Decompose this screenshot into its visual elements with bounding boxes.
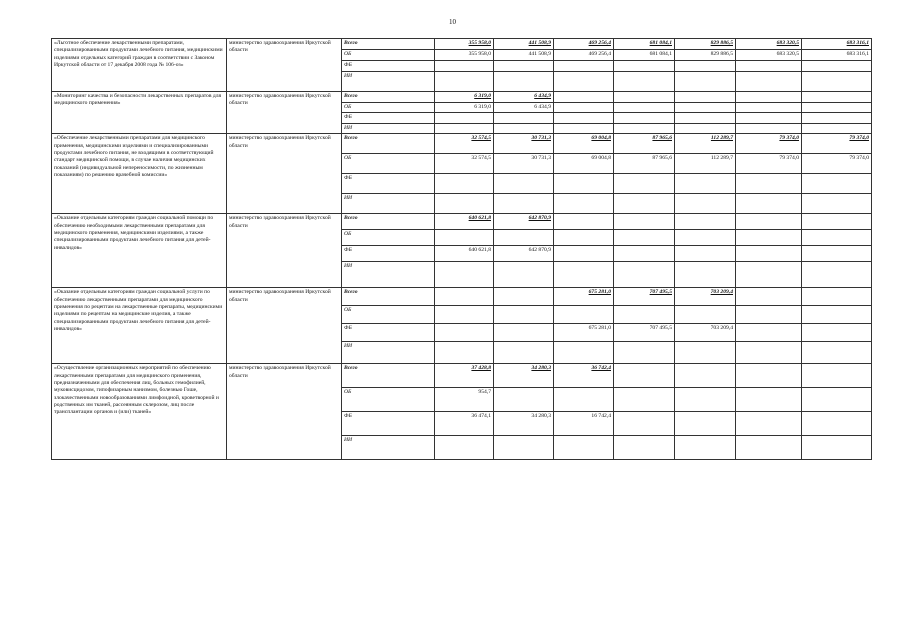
funding-value	[435, 342, 494, 364]
funding-value: 87 965,6	[614, 154, 675, 174]
funding-value: 37 428,8	[435, 364, 494, 388]
funding-value	[675, 412, 736, 436]
funding-value	[435, 288, 494, 306]
funding-value	[614, 72, 675, 92]
funding-source: ИИ	[342, 342, 435, 364]
measure-name: «Оказание отдельным категориям граждан социальной помощи по обеспечению необходимыми лекарственными препаратами для медицинского применения, медицинскими изделиями, а также специализированными продуктами лечебного питания для детей-инвалидов»	[52, 214, 227, 288]
funding-value: 112 289,7	[675, 134, 736, 154]
funding-value: 707 495,5	[614, 288, 675, 306]
funding-value	[494, 113, 554, 123]
funding-source: ИИ	[342, 262, 435, 288]
funding-value: 69 004,8	[554, 134, 614, 154]
funding-value	[675, 306, 736, 324]
funding-value: 34 280,3	[494, 364, 554, 388]
funding-value	[736, 123, 802, 133]
page-number: 10	[449, 18, 456, 26]
funding-value	[554, 123, 614, 133]
funding-source: ИИ	[342, 436, 435, 460]
funding-value	[802, 214, 872, 230]
funding-value	[736, 342, 802, 364]
funding-value	[435, 72, 494, 92]
funding-value	[614, 246, 675, 262]
funding-value: 681 084,1	[614, 39, 675, 50]
funding-value: 707 495,5	[614, 324, 675, 342]
funding-source: ОБ	[342, 230, 435, 246]
funding-value: 32 574,5	[435, 134, 494, 154]
measure-name: «Льготное обеспечение лекарственными препаратами, специализированными продуктами лечебного питания, медицинскими изделиями отдельных категорий граждан в соответствии с Законом Иркутской области от 17 декабря 2008 года № 106-оз»	[52, 39, 227, 92]
funding-value	[554, 306, 614, 324]
measure-name: «Осуществление организационных мероприятий по обеспечению лекарственными препаратами для медицинского применения, предназначенными для обеспечения лиц, больных гемофилией, муковисцидозом, гипофизарным нанизмом, болезнью Гоше, злокачественными новообразованиями лимфоидной, кроветворной и родственных им тканей, рассеянным склерозом, лиц после трансплантации органов и (или) тканей»	[52, 364, 227, 460]
measure-name: «Обеспечение лекарственными препаратами для медицинского применения, медицинскими изделиями и специализированными продуктами лечебного питания, не входящими в соответствующий стандарт медицинской помощи, в случае наличия медицинских показаний (индивидуальной непереносимости, по жизненным показаниям) по решению врачебной комиссии»	[52, 134, 227, 214]
funding-value	[675, 72, 736, 92]
funding-value	[802, 324, 872, 342]
funding-value	[435, 174, 494, 194]
table-row	[52, 39, 872, 50]
funding-value	[435, 262, 494, 288]
funding-value	[435, 306, 494, 324]
funding-value	[494, 324, 554, 342]
funding-source: Всего	[342, 39, 435, 50]
executor-name: министерство здравоохранения Иркутской области	[227, 214, 342, 288]
funding-value	[494, 388, 554, 412]
funding-value	[675, 103, 736, 113]
funding-value: 6 434,9	[494, 92, 554, 103]
funding-value	[614, 123, 675, 133]
funding-value	[736, 388, 802, 412]
funding-value	[736, 246, 802, 262]
funding-table	[51, 38, 872, 460]
funding-value: 32 574,5	[435, 154, 494, 174]
funding-source: Всего	[342, 364, 435, 388]
funding-value	[614, 194, 675, 214]
funding-value	[802, 388, 872, 412]
funding-value: 703 209,4	[675, 288, 736, 306]
executor-name: министерство здравоохранения Иркутской области	[227, 364, 342, 460]
funding-value: 703 209,4	[675, 324, 736, 342]
funding-value	[435, 436, 494, 460]
funding-value: 469 256,4	[554, 50, 614, 61]
funding-value: 69 004,8	[554, 154, 614, 174]
funding-value	[736, 174, 802, 194]
funding-value	[494, 61, 554, 72]
funding-value	[736, 214, 802, 230]
executor-name: министерство здравоохранения Иркутской области	[227, 39, 342, 92]
executor-name: министерство здравоохранения Иркутской области	[227, 288, 342, 364]
funding-value	[802, 72, 872, 92]
funding-value	[554, 72, 614, 92]
funding-value	[802, 288, 872, 306]
funding-value	[802, 262, 872, 288]
funding-value: 36 742,4	[554, 364, 614, 388]
funding-value	[614, 342, 675, 364]
funding-value	[736, 194, 802, 214]
funding-value	[554, 246, 614, 262]
funding-value	[435, 61, 494, 72]
funding-value: 640 621,8	[435, 214, 494, 230]
funding-value	[554, 103, 614, 113]
funding-value	[554, 214, 614, 230]
funding-value: 34 280,3	[494, 412, 554, 436]
funding-source: Всего	[342, 288, 435, 306]
funding-value	[675, 246, 736, 262]
funding-value	[614, 103, 675, 113]
funding-source: ОБ	[342, 50, 435, 61]
funding-value	[675, 436, 736, 460]
funding-value	[494, 342, 554, 364]
funding-value	[675, 113, 736, 123]
funding-value	[802, 174, 872, 194]
funding-value	[435, 123, 494, 133]
funding-value	[435, 230, 494, 246]
funding-value	[802, 412, 872, 436]
funding-value: 36 474,1	[435, 412, 494, 436]
funding-value	[675, 61, 736, 72]
funding-value	[675, 364, 736, 388]
funding-source: ФБ	[342, 113, 435, 123]
funding-value: 441 508,9	[494, 50, 554, 61]
table-row	[52, 92, 872, 103]
funding-value: 112 289,7	[675, 154, 736, 174]
funding-source: ФБ	[342, 61, 435, 72]
funding-value	[554, 262, 614, 288]
measure-name: «Мониторинг качества и безопасности лекарственных препаратов для медицинского применения»	[52, 92, 227, 134]
funding-value	[554, 388, 614, 412]
funding-value	[614, 306, 675, 324]
funding-value	[675, 92, 736, 103]
funding-source: Всего	[342, 92, 435, 103]
funding-source: ИИ	[342, 72, 435, 92]
funding-value	[802, 306, 872, 324]
funding-value: 642 870,9	[494, 214, 554, 230]
table-row	[52, 134, 872, 154]
funding-value	[675, 230, 736, 246]
funding-value	[675, 194, 736, 214]
funding-value: 355 958,0	[435, 39, 494, 50]
funding-value: 829 886,5	[675, 50, 736, 61]
funding-value	[554, 436, 614, 460]
funding-source: ФБ	[342, 324, 435, 342]
funding-value	[554, 61, 614, 72]
funding-value	[802, 92, 872, 103]
funding-value	[614, 113, 675, 123]
funding-value: 640 621,8	[435, 246, 494, 262]
funding-value	[802, 342, 872, 364]
funding-value	[614, 412, 675, 436]
funding-value	[675, 262, 736, 288]
funding-value	[736, 113, 802, 123]
funding-value: 87 965,6	[614, 134, 675, 154]
funding-value: 79 374,0	[736, 134, 802, 154]
funding-source: ОБ	[342, 154, 435, 174]
funding-source: Всего	[342, 134, 435, 154]
funding-value: 683 320,5	[736, 39, 802, 50]
funding-source: ИИ	[342, 123, 435, 133]
funding-value	[494, 306, 554, 324]
funding-value	[614, 174, 675, 194]
funding-value: 683 320,5	[736, 50, 802, 61]
funding-value	[675, 174, 736, 194]
executor-name: министерство здравоохранения Иркутской области	[227, 92, 342, 134]
funding-value	[736, 288, 802, 306]
funding-value	[614, 214, 675, 230]
funding-value	[736, 412, 802, 436]
funding-value	[675, 214, 736, 230]
funding-source: ОБ	[342, 388, 435, 412]
funding-value	[494, 174, 554, 194]
funding-value	[494, 230, 554, 246]
funding-value: 6 434,9	[494, 103, 554, 113]
funding-source: ФБ	[342, 412, 435, 436]
funding-value: 681 084,1	[614, 50, 675, 61]
funding-value	[614, 230, 675, 246]
funding-value	[736, 262, 802, 288]
funding-value	[675, 123, 736, 133]
funding-source: ФБ	[342, 174, 435, 194]
funding-value: 675 281,0	[554, 288, 614, 306]
funding-value: 79 374,0	[802, 134, 872, 154]
funding-value	[554, 113, 614, 123]
funding-value	[736, 92, 802, 103]
funding-value	[554, 194, 614, 214]
funding-value	[675, 388, 736, 412]
funding-value: 954,7	[435, 388, 494, 412]
funding-value: 675 281,0	[554, 324, 614, 342]
funding-value	[494, 194, 554, 214]
funding-value	[736, 61, 802, 72]
funding-value	[802, 113, 872, 123]
funding-value: 469 256,4	[554, 39, 614, 50]
funding-value	[494, 262, 554, 288]
funding-value	[614, 364, 675, 388]
funding-value	[736, 324, 802, 342]
funding-value	[435, 324, 494, 342]
funding-value	[675, 342, 736, 364]
table-row	[52, 288, 872, 306]
funding-value	[802, 61, 872, 72]
funding-value: 79 374,0	[736, 154, 802, 174]
funding-value	[435, 194, 494, 214]
funding-value	[614, 61, 675, 72]
funding-value: 441 508,9	[494, 39, 554, 50]
funding-value	[736, 436, 802, 460]
funding-value	[736, 103, 802, 113]
funding-value: 6 319,0	[435, 103, 494, 113]
funding-value	[736, 72, 802, 92]
funding-value	[554, 92, 614, 103]
funding-value	[802, 436, 872, 460]
funding-value	[614, 262, 675, 288]
funding-value: 79 374,0	[802, 154, 872, 174]
funding-value	[614, 388, 675, 412]
funding-value	[736, 306, 802, 324]
funding-value: 829 886,5	[675, 39, 736, 50]
funding-value	[802, 246, 872, 262]
funding-value: 683 316,1	[802, 50, 872, 61]
funding-source: ФБ	[342, 246, 435, 262]
table-row	[52, 364, 872, 388]
funding-value	[494, 288, 554, 306]
funding-value	[494, 123, 554, 133]
funding-value: 6 319,0	[435, 92, 494, 103]
table-row	[52, 214, 872, 230]
funding-value: 642 870,9	[494, 246, 554, 262]
funding-value	[802, 364, 872, 388]
measure-name: «Оказание отдельным категориям граждан социальной услуги по обеспечению лекарственными препаратами для медицинского применения по рецептам на лекарственные препараты, медицинскими изделиями по рецептам на медицинские изделия, а также специализированными продуктами лечебного питания для детей-инвалидов»	[52, 288, 227, 364]
funding-value: 30 731,3	[494, 134, 554, 154]
funding-source: Всего	[342, 214, 435, 230]
funding-value	[736, 364, 802, 388]
funding-value	[494, 72, 554, 92]
funding-value	[494, 436, 554, 460]
funding-source: ОБ	[342, 306, 435, 324]
executor-name: министерство здравоохранения Иркутской области	[227, 134, 342, 214]
funding-value: 30 731,3	[494, 154, 554, 174]
funding-value	[802, 103, 872, 113]
funding-value	[802, 194, 872, 214]
funding-value	[736, 230, 802, 246]
funding-value	[614, 92, 675, 103]
funding-source: ИИ	[342, 194, 435, 214]
funding-value	[435, 113, 494, 123]
funding-value	[802, 123, 872, 133]
funding-value	[614, 436, 675, 460]
funding-value: 355 958,0	[435, 50, 494, 61]
funding-value	[802, 230, 872, 246]
funding-value: 683 316,1	[802, 39, 872, 50]
funding-value	[554, 230, 614, 246]
funding-source: ОБ	[342, 103, 435, 113]
funding-value	[554, 174, 614, 194]
funding-value	[554, 342, 614, 364]
funding-value: 16 742,4	[554, 412, 614, 436]
